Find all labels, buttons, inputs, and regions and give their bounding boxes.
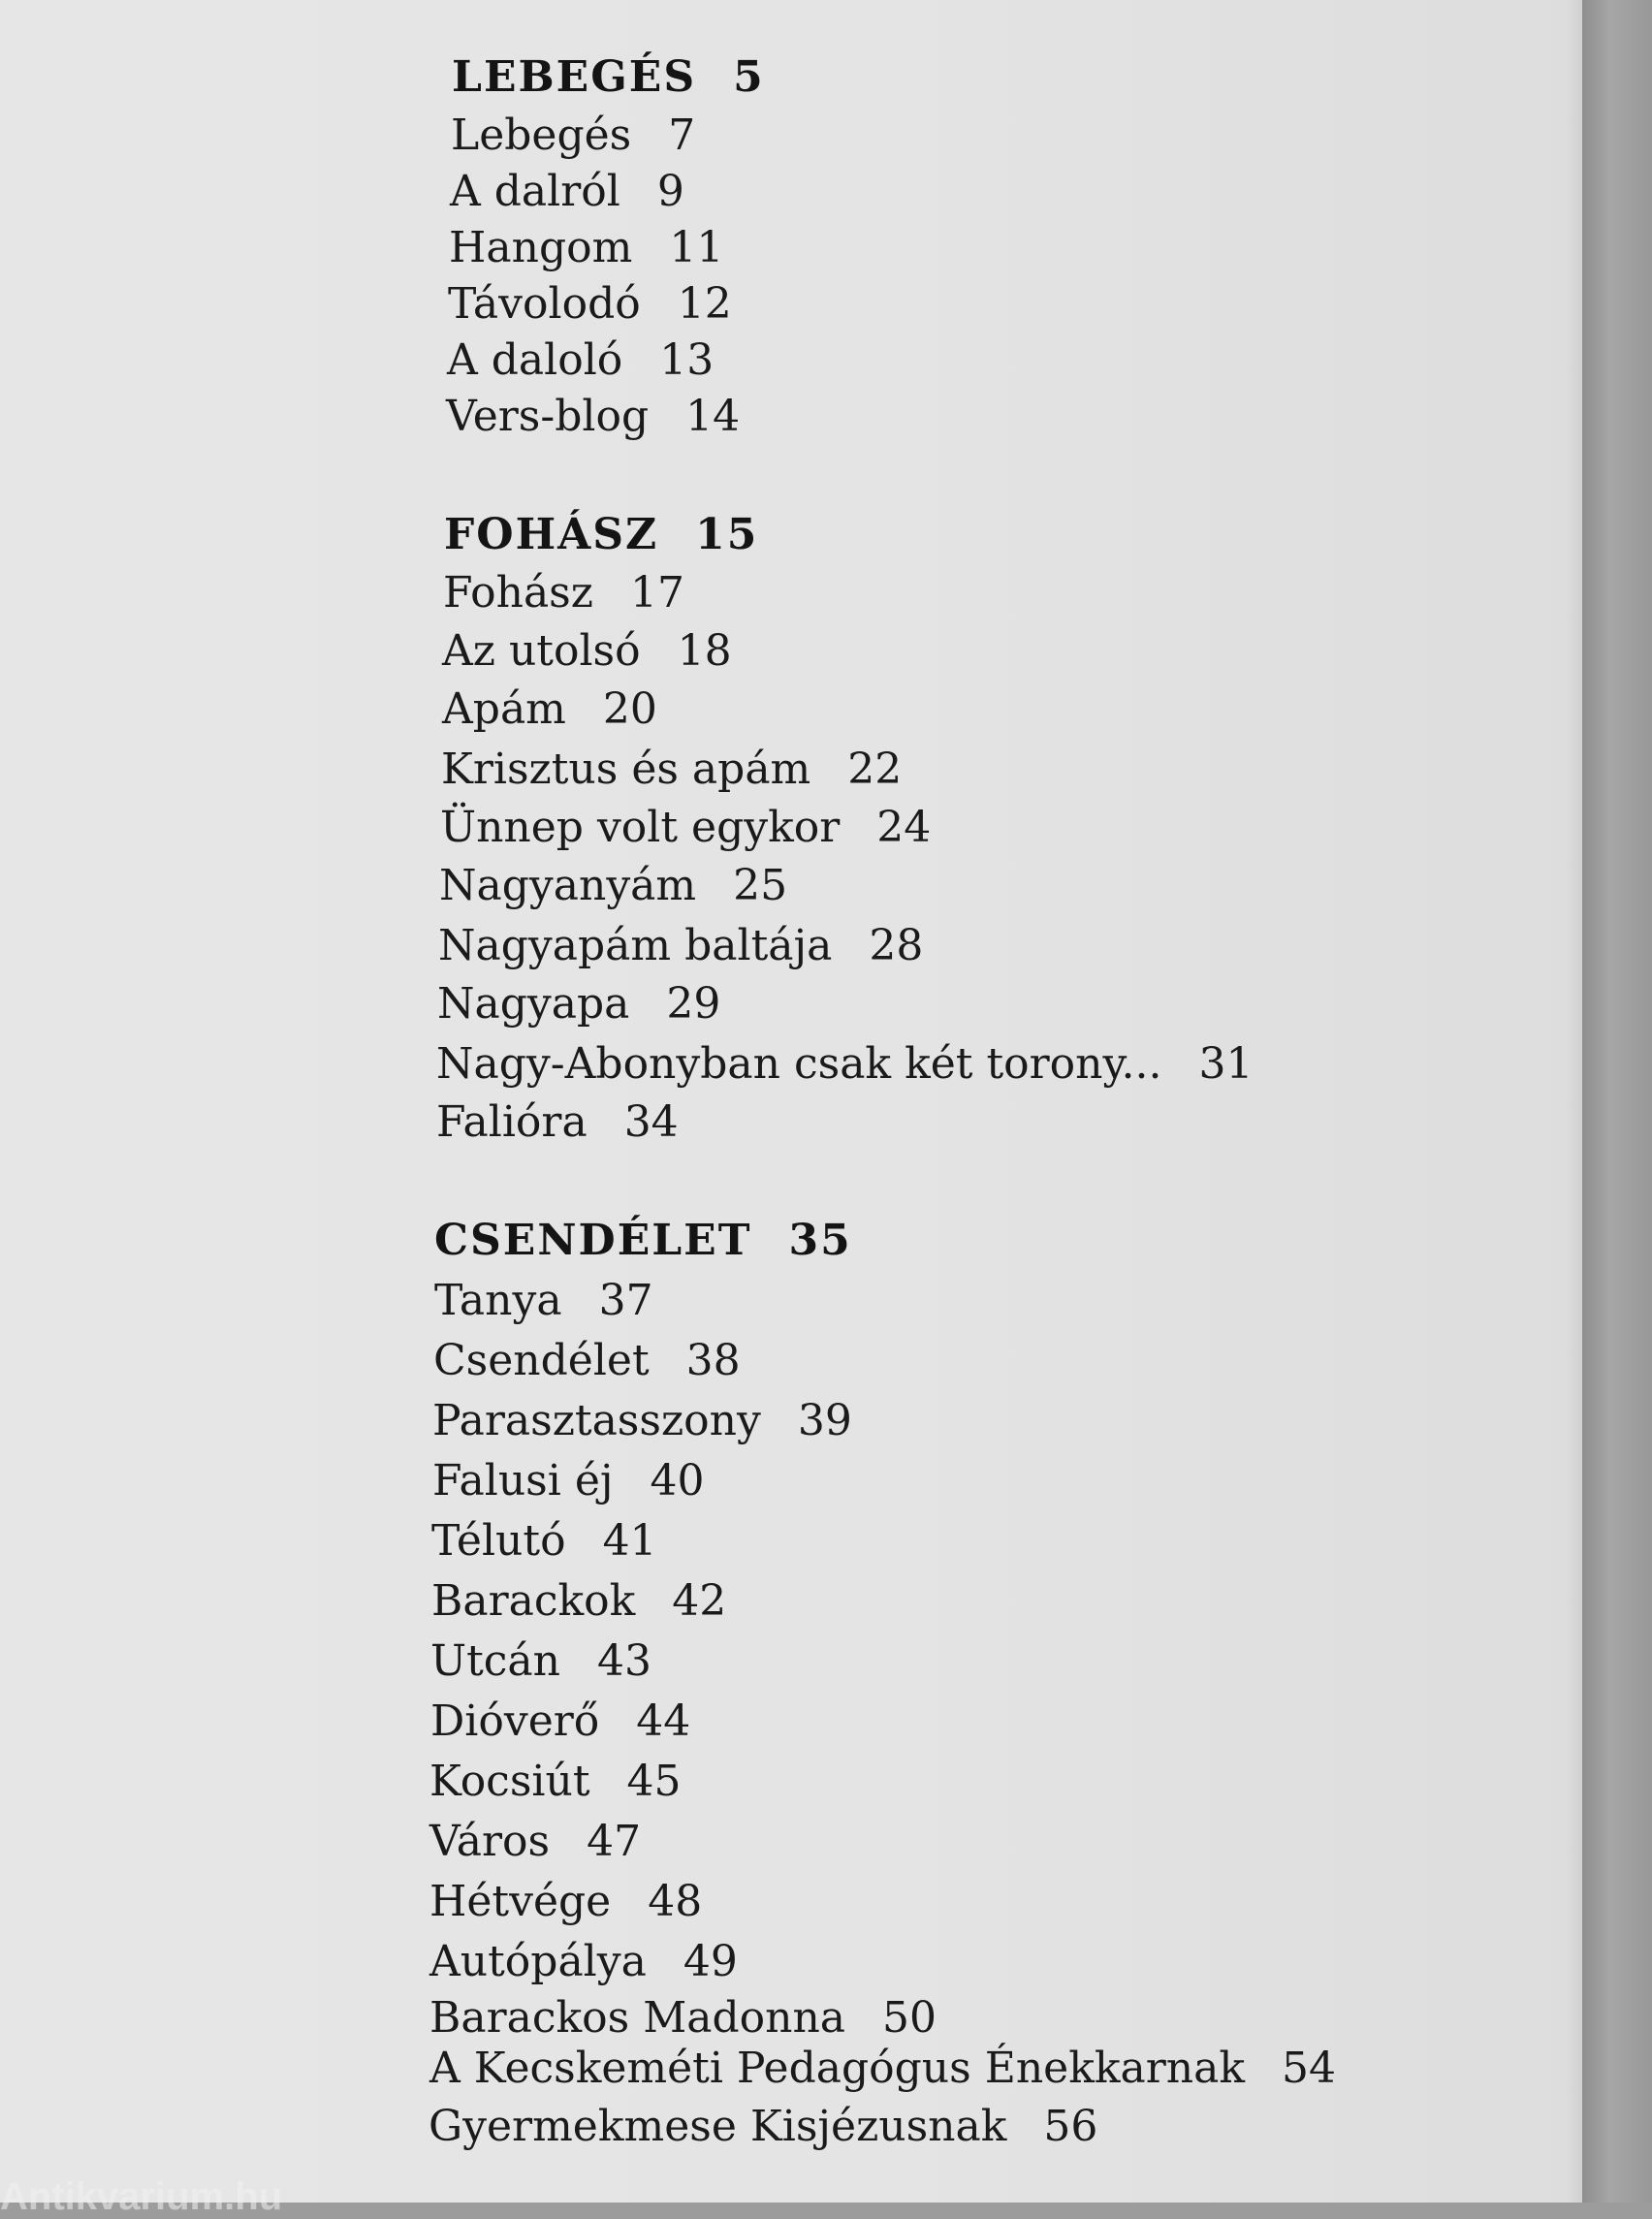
entry-page-number: 38	[685, 1336, 741, 1385]
entry-page-number: 7	[668, 111, 696, 160]
entry-title: Nagyanyám	[439, 861, 697, 910]
entry-page-number: 20	[602, 684, 657, 734]
toc-entry	[431, 1576, 727, 1626]
entry-title: Ünnep volt egykor	[440, 803, 841, 852]
entry-title: Kocsiút	[429, 1757, 590, 1806]
entry-page-number: 9	[656, 167, 684, 216]
entry-title: Dióverő	[430, 1696, 600, 1746]
entry-page-number: 56	[1043, 2102, 1098, 2151]
adjacent-page-edge	[1582, 0, 1652, 2203]
toc-entry	[449, 223, 724, 272]
toc-entry	[429, 2044, 1337, 2093]
toc-entry	[430, 1636, 651, 1686]
entry-page-number: 17	[629, 568, 684, 618]
toc-entry	[437, 979, 721, 1029]
entry-title: Távolodó	[448, 279, 641, 329]
entry-page-number: 29	[666, 979, 721, 1029]
entry-title: Utcán	[430, 1636, 560, 1686]
entry-title: Nagyapám baltája	[438, 921, 833, 970]
entry-page-number: 11	[669, 223, 724, 272]
entry-title: Az utolsó	[442, 626, 641, 676]
entry-page-number: 25	[733, 861, 788, 910]
toc-entry	[429, 2102, 1098, 2151]
entry-page-number: 40	[650, 1456, 705, 1506]
toc-entry	[442, 684, 657, 734]
toc-entry	[446, 392, 741, 441]
entry-title: Parasztasszony	[432, 1396, 761, 1445]
toc-entry	[451, 111, 696, 160]
entry-page-number: 49	[683, 1937, 738, 1986]
section-title: CSENDÉLET	[434, 1216, 752, 1265]
entry-title: Város	[429, 1817, 551, 1866]
toc-entry	[443, 568, 684, 618]
toc-entry	[429, 1877, 703, 1926]
entry-page-number: 12	[677, 279, 732, 329]
toc-entry	[442, 626, 732, 676]
toc-entry	[434, 1276, 653, 1325]
entry-page-number: 28	[869, 921, 924, 970]
entry-title: Autópálya	[429, 1937, 647, 1986]
toc-entry	[429, 1817, 642, 1866]
entry-page-number: 31	[1198, 1039, 1254, 1089]
page-edge-shadow	[1565, 0, 1582, 2203]
section-heading-fohasz	[444, 510, 759, 559]
entry-page-number: 34	[623, 1097, 679, 1147]
entry-page-number: 54	[1282, 2044, 1337, 2093]
entry-title: Fohász	[443, 568, 593, 618]
toc-entry	[448, 279, 732, 329]
entry-page-number: 22	[847, 745, 903, 794]
entry-page-number: 41	[602, 1516, 657, 1566]
entry-page-number: 43	[596, 1636, 651, 1686]
toc-entry	[430, 1696, 691, 1746]
entry-page-number: 47	[587, 1817, 642, 1866]
section-heading-lebeges	[452, 52, 765, 102]
toc-entry	[450, 167, 684, 216]
entry-title: Télutó	[431, 1516, 566, 1566]
entry-title: Falióra	[436, 1097, 588, 1147]
entry-title: A Kecskeméti Pedagógus Énekkarnak	[429, 2044, 1246, 2093]
entry-title: Nagy-Abonyban csak két torony...	[436, 1039, 1162, 1089]
entry-title: Tanya	[434, 1276, 562, 1325]
toc-entry	[436, 1097, 679, 1147]
toc-entry	[441, 745, 903, 794]
entry-page-number: 14	[685, 392, 741, 441]
entry-page-number: 45	[626, 1757, 682, 1806]
entry-title: A daloló	[447, 335, 623, 385]
entry-page-number: 18	[677, 626, 732, 676]
section-page-number: 5	[733, 52, 765, 102]
toc-entry	[429, 1937, 738, 1986]
toc-entry	[439, 861, 788, 910]
entry-page-number: 39	[797, 1396, 852, 1445]
entry-title: A dalról	[450, 167, 620, 216]
toc-entry	[433, 1336, 741, 1385]
entry-title: Krisztus és apám	[441, 745, 811, 794]
watermark: Antikvarium.hu	[0, 2175, 283, 2218]
toc-entry	[431, 1516, 657, 1566]
entry-title: Csendélet	[433, 1336, 650, 1385]
toc-entry	[447, 335, 715, 385]
section-page-number: 35	[788, 1216, 852, 1265]
entry-title: Vers-blog	[446, 392, 650, 441]
entry-title: Barackos Madonna	[429, 1993, 846, 2043]
entry-page-number: 37	[598, 1276, 653, 1325]
entry-title: Nagyapa	[437, 979, 630, 1029]
toc-entry	[440, 803, 932, 852]
entry-title: Apám	[442, 684, 566, 734]
entry-page-number: 50	[882, 1993, 937, 2043]
toc-entry	[432, 1456, 705, 1506]
entry-title: Gyermekmese Kisjézusnak	[429, 2102, 1007, 2151]
entry-title: Hangom	[449, 223, 633, 272]
entry-title: Barackok	[431, 1576, 636, 1626]
toc-entry	[432, 1396, 852, 1445]
section-title: FOHÁSZ	[444, 510, 659, 559]
entry-page-number: 44	[636, 1696, 691, 1746]
entry-page-number: 48	[648, 1877, 703, 1926]
entry-title: Lebegés	[451, 111, 632, 160]
entry-title: Falusi éj	[432, 1456, 614, 1506]
entry-page-number: 13	[659, 335, 715, 385]
toc-entry	[429, 1757, 682, 1806]
section-title: LEBEGÉS	[452, 52, 697, 102]
section-page-number: 15	[695, 510, 759, 559]
toc-entry	[438, 921, 924, 970]
toc-entry	[429, 1993, 937, 2043]
entry-page-number: 42	[672, 1576, 727, 1626]
entry-page-number: 24	[876, 803, 932, 852]
entry-title: Hétvége	[429, 1877, 612, 1926]
section-heading-csendelet	[434, 1216, 852, 1265]
toc-entry	[436, 1039, 1254, 1089]
